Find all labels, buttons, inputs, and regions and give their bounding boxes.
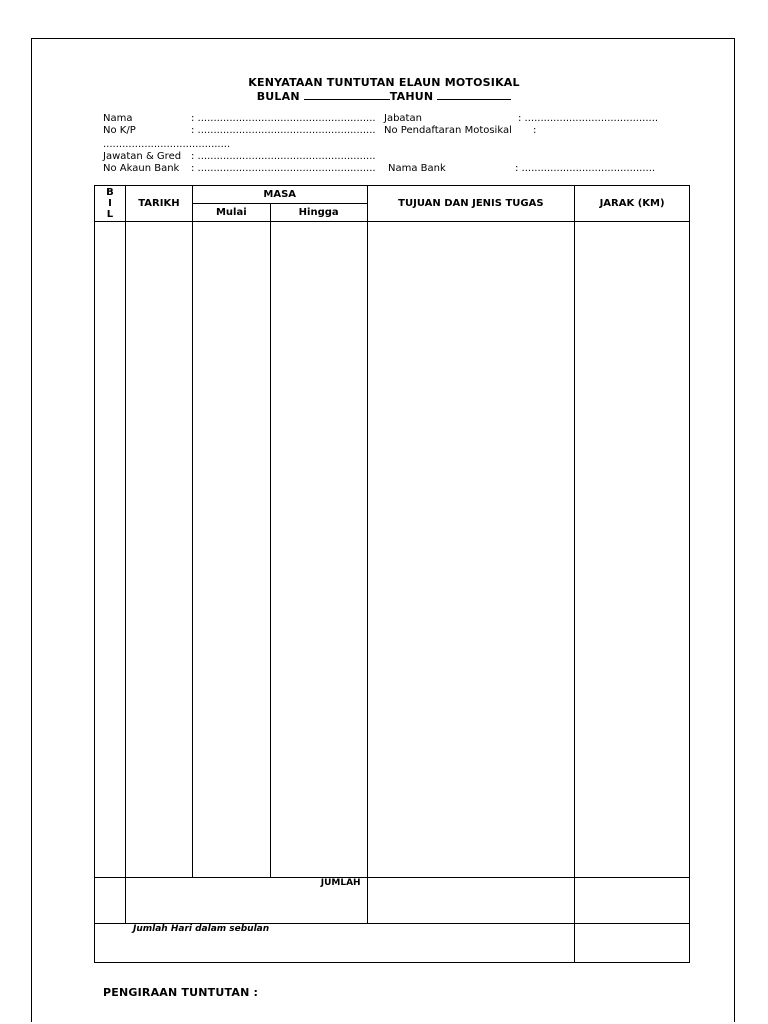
nama-bank-field[interactable]: : .......................................... xyxy=(515,163,656,174)
jumlah-label: JUMLAH xyxy=(125,878,367,924)
nokp-field[interactable]: : ........................................................ xyxy=(191,125,376,136)
tarikh-cell[interactable] xyxy=(125,222,192,878)
tahun-blank[interactable] xyxy=(437,89,511,100)
header-jarak: JARAK (KM) xyxy=(575,186,690,222)
no-akaun-field[interactable]: : ........................................................ xyxy=(191,163,376,174)
nama-label: Nama xyxy=(103,113,133,124)
header-tujuan: TUJUAN DAN JENIS TUGAS xyxy=(367,186,575,222)
pengiraan-heading: PENGIRAAN TUNTUTAN : xyxy=(103,986,259,999)
form-subtitle xyxy=(0,89,768,103)
jumlah-jarak-cell[interactable] xyxy=(575,878,690,924)
mulai-cell[interactable] xyxy=(192,222,270,878)
header-tarikh: TARIKH xyxy=(125,186,192,222)
header-masa: MASA xyxy=(192,186,367,204)
table-row xyxy=(95,222,690,878)
form-title: KENYATAAN TUNTUTAN ELAUN MOTOSIKAL xyxy=(248,76,520,89)
nokp-label: No K/P xyxy=(103,125,136,136)
jumlah-bil-cell xyxy=(95,878,126,924)
hingga-cell[interactable] xyxy=(270,222,367,878)
jabatan-field[interactable]: : .......................................... xyxy=(518,113,659,124)
jarak-cell[interactable] xyxy=(575,222,690,878)
no-pendaftaran-label: No Pendaftaran Motosikal xyxy=(384,125,512,136)
header-bil: BI L xyxy=(95,186,126,222)
tujuan-cell[interactable] xyxy=(367,222,575,878)
jumlah-hari-label: Jumlah Hari dalam sebulan xyxy=(95,924,575,963)
header-mulai: Mulai xyxy=(192,204,270,222)
jawatan-field[interactable]: : ........................................................ xyxy=(191,151,376,162)
tahun-label: TAHUN xyxy=(389,90,434,103)
nama-bank-label: Nama Bank xyxy=(388,163,446,174)
bulan-label: BULAN xyxy=(256,90,300,103)
jumlah-hari-value[interactable] xyxy=(575,924,690,963)
jumlah-tujuan-cell[interactable] xyxy=(367,878,575,924)
claims-table xyxy=(94,185,690,963)
bil-cell[interactable] xyxy=(95,222,126,878)
no-pendaftaran-continuation[interactable]: ........................................ xyxy=(103,139,231,150)
jabatan-label: Jabatan xyxy=(384,113,422,124)
no-pendaftaran-field[interactable]: : xyxy=(533,125,537,136)
jawatan-label: Jawatan & Gred xyxy=(103,151,182,162)
bulan-blank[interactable] xyxy=(304,89,390,100)
no-akaun-label: No Akaun Bank xyxy=(103,163,180,174)
nama-field[interactable]: : ........................................................ xyxy=(191,113,376,124)
header-hingga: Hingga xyxy=(270,204,367,222)
